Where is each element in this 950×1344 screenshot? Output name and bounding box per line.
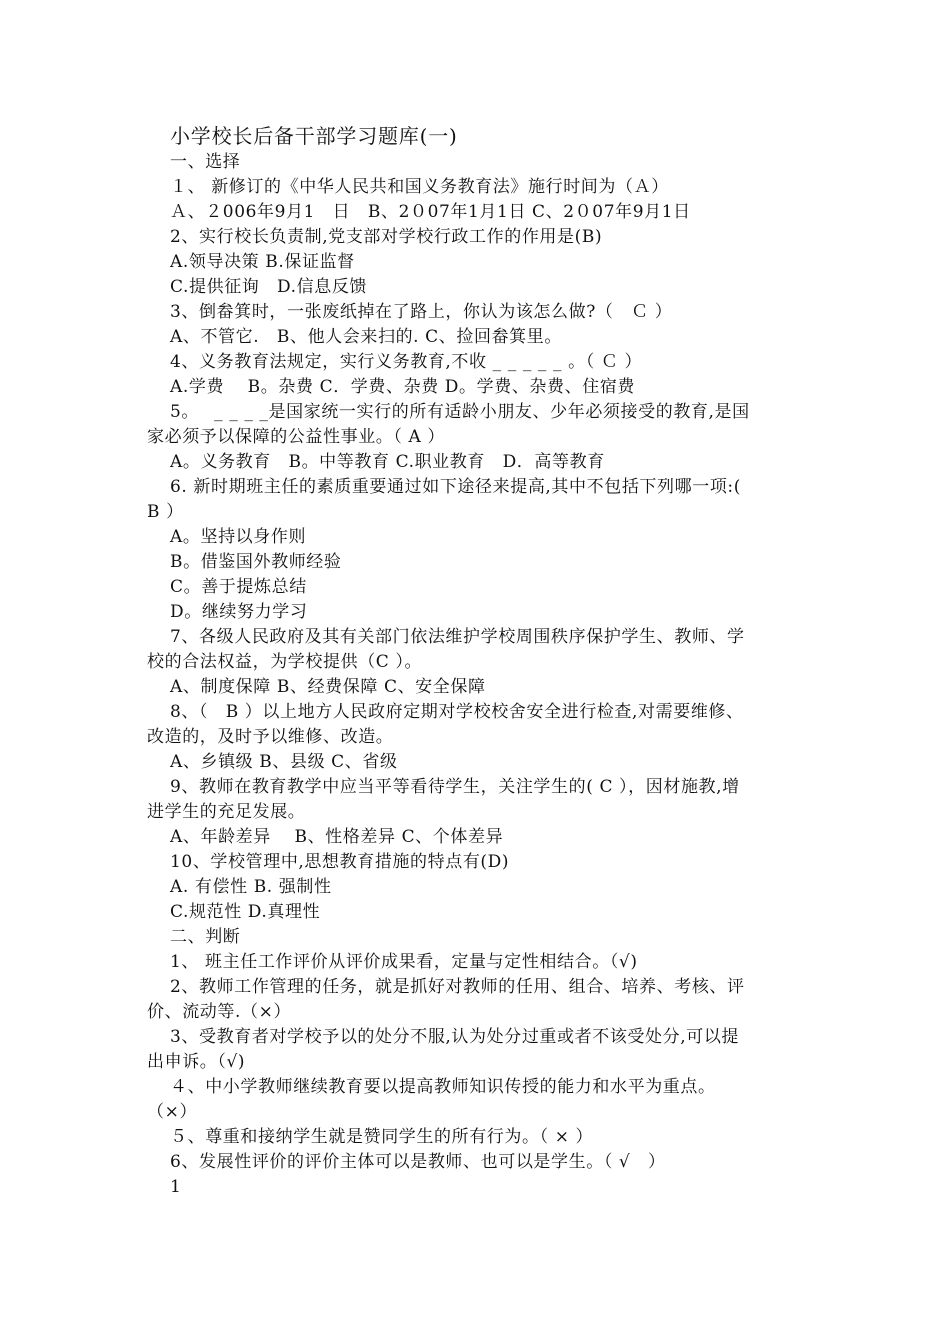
question-line-continued: B ）: [147, 502, 184, 522]
page-number: 1: [170, 1177, 182, 1197]
judgement-line: 1、 班主任工作评价从评价成果看，定量与定性相结合。（√): [170, 952, 638, 972]
page-title: 小学校长后备干部学习题库(一): [170, 124, 458, 148]
options-line: A. 有偿性 B. 强制性: [170, 877, 332, 897]
question-line: 9、教师在教育教学中应当平等看待学生，关注学生的( C ），因材施教,增: [170, 777, 740, 797]
options-line: Ａ、２006年9月1 日 B、2０07年1月1日 C、2０07年9月1日: [170, 202, 691, 222]
options-line: C。善于提炼总结: [170, 577, 307, 597]
question-line-continued: 进学生的充足发展。: [147, 802, 306, 822]
judgement-line-continued: 出申诉。（√): [147, 1052, 246, 1072]
section-heading: 一、选择: [170, 152, 241, 172]
question-line: 10、学校管理中,思想教育措施的特点有(D): [170, 852, 510, 872]
question-line: 8、（ B ）以上地方人民政府定期对学校校舍安全进行检查,对需要维修、: [170, 702, 744, 722]
options-line: C.规范性 D.真理性: [170, 902, 321, 922]
options-line: A、制度保障 B、经费保障 C、安全保障: [170, 677, 486, 697]
question-line: 7、各级人民政府及其有关部门依法维护学校周围秩序保护学生、教师、学: [170, 627, 745, 647]
judgement-line: 3、受教育者对学校予以的处分不服,认为处分过重或者不该受处分,可以提: [170, 1027, 740, 1047]
question-line: １、 新修订的《中华人民共和国义务教育法》施行时间为（Ａ）: [170, 177, 669, 197]
options-line: A、乡镇级 B、县级 C、省级: [170, 752, 398, 772]
question-line: 6. 新时期班主任的素质重要通过如下途径来提高,其中不包括下列哪一项:(: [170, 477, 741, 497]
question-line: 2、实行校长负责制,党支部对学校行政工作的作用是(B): [170, 227, 603, 247]
question-line-continued: 家必须予以保障的公益性事业。（ A ）: [147, 427, 445, 447]
options-line: A.学费 B。杂费 C．学费、杂费 D。学费、杂费、住宿费: [170, 377, 636, 397]
options-line: A。坚持以身作则: [170, 527, 307, 547]
options-line: A.领导决策 B.保证监督: [170, 252, 355, 272]
options-line: B。借鉴国外教师经验: [170, 552, 342, 572]
options-line: D。继续努力学习: [170, 602, 308, 622]
judgement-line: 2、教师工作管理的任务，就是抓好对教师的任用、组合、培养、考核、评: [170, 977, 745, 997]
judgement-line: ４、中小学教师继续教育要以提高教师知识传授的能力和水平为重点。: [170, 1077, 716, 1097]
question-line-continued: 改造的，及时予以维修、改造。: [147, 727, 394, 747]
judgement-line: ５、尊重和接纳学生就是赞同学生的所有行为。（ × ）: [170, 1127, 594, 1147]
question-line: 5。 _ _ _ _是国家统一实行的所有适龄小朋友、少年必须接受的教育,是国: [170, 402, 750, 422]
judgement-line-continued: （×）: [147, 1102, 198, 1122]
options-line: A。义务教育 B。中等教育 C.职业教育 D．高等教育: [170, 452, 605, 472]
judgement-line-continued: 价、流动等.（×）: [147, 1002, 292, 1022]
question-line: 3、倒畚箕时，一张废纸掉在了路上，你认为该怎么做?（ Ｃ ）: [170, 302, 673, 322]
section-heading: 二、判断: [170, 927, 241, 947]
options-line: C.提供征询 D.信息反馈: [170, 277, 368, 297]
question-line: 4、义务教育法规定，实行义务教育,不收 _ _ _ _ _ 。（ Ｃ ）: [170, 352, 643, 372]
judgement-line: 6、发展性评价的评价主体可以是教师、也可以是学生。（ √ ）: [170, 1152, 666, 1172]
question-line-continued: 校的合法权益，为学校提供（C ）。: [147, 652, 423, 672]
options-line: A、不管它. B、他人会来扫的. C、捡回畚箕里。: [170, 327, 562, 347]
options-line: A、年龄差异 B、性格差异 C、个体差异: [170, 827, 504, 847]
